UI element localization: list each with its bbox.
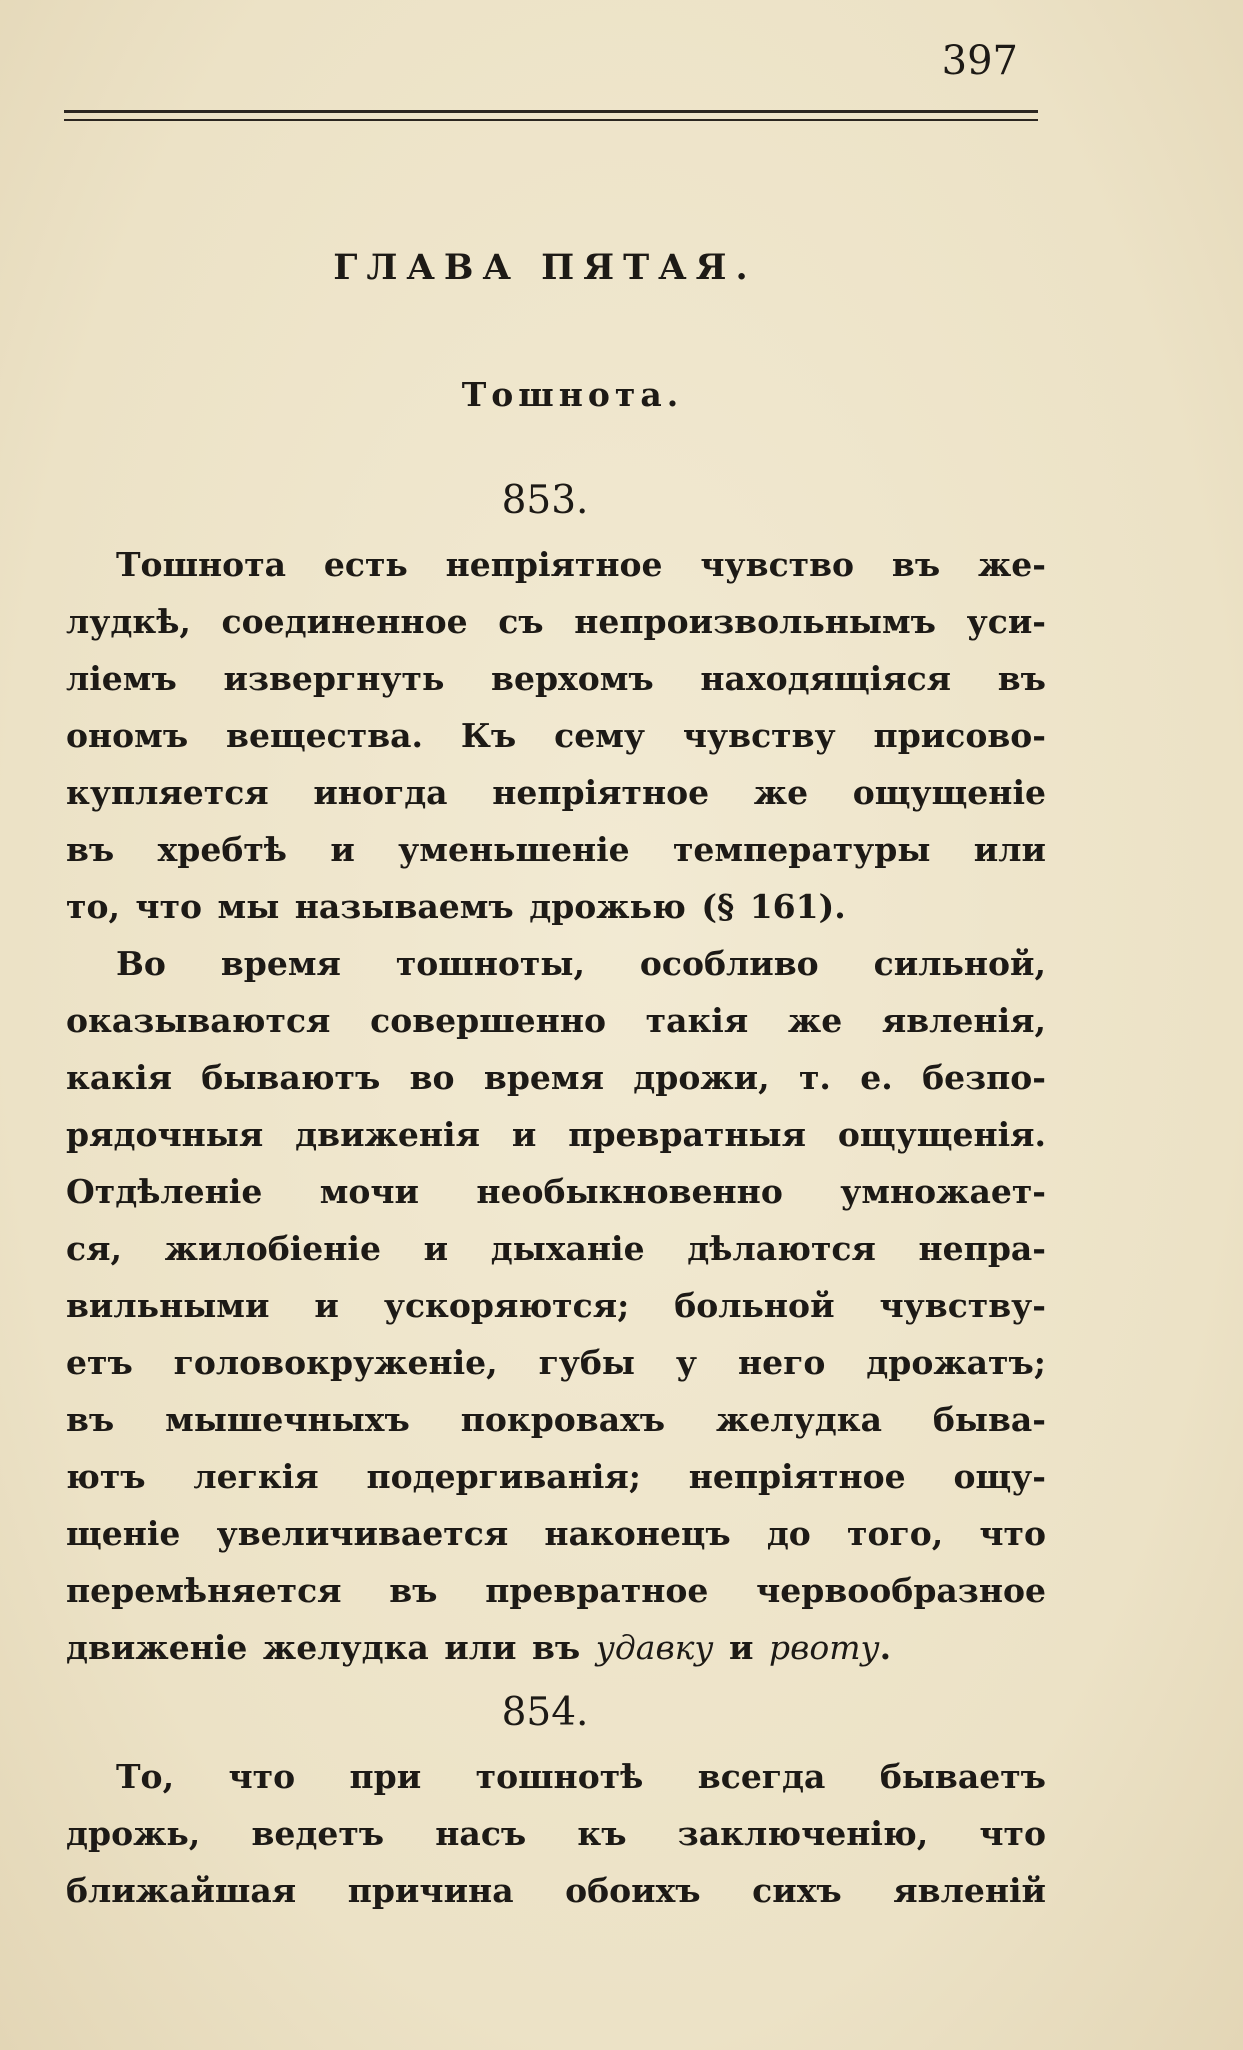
text-line: ономъ вещества. Къ сему чувству присово- [66,716,1046,755]
text-line: ютъ легкія подергиванія; непріятное ощу- [66,1457,1046,1496]
header-rule [64,110,1038,124]
text-fragment: . [879,1628,892,1667]
text-line: ліемъ извергнуть верхомъ находящіяся въ [66,659,1046,698]
text-line: оказываются совершенно такія же явленія, [66,1001,1046,1040]
text-line: Во время тошноты, особливо сильной, [116,944,1046,983]
text-line: То, что при тошнотѣ всегда бываетъ [116,1757,1046,1796]
text-line: перемѣняется въ превратное червообразное [66,1571,1046,1610]
text-line: въ хребтѣ и уменьшеніе температуры или [66,830,1046,869]
header-rule-line [64,110,1038,113]
text-line: дрожь, ведетъ насъ къ заключенію, что [66,1814,1046,1853]
text-line: ближайшая причина обоихъ сихъ явленій [66,1871,1046,1910]
page-number: 397 [941,38,1018,84]
text-line: рядочныя движенія и превратныя ощущенія. [66,1115,1046,1154]
text-line: въ мышечныхъ покровахъ желудка быва- [66,1400,1046,1439]
text-line: лудкѣ, соединенное съ непроизвольнымъ уси- [66,602,1046,641]
text-line: Отдѣленіе мочи необыкновенно умножает- [66,1172,1046,1211]
text-line: етъ головокруженіе, губы у него дрожатъ; [66,1343,1046,1382]
text-line: щеніе увеличивается наконецъ до того, что [66,1514,1046,1553]
italic-term: удавку [595,1628,714,1667]
text-line: вильными и ускоряются; больной чувству- [66,1286,1046,1325]
paragraph-number: 854. [501,1690,589,1735]
header-rule-line [64,119,1038,121]
text-fragment: движеніе желудка или въ [66,1628,596,1667]
chapter-title: ГЛАВА ПЯТАЯ. [333,247,757,288]
section-title: Тошнота. [461,375,684,414]
text-line: купляется иногда непріятное же ощущеніе [66,773,1046,812]
paragraph-number: 853. [501,478,589,523]
text-line: Тошнота есть непріятное чувство въ же- [116,545,1046,584]
text-line: ся, жилобіеніе и дыханіе дѣлаются непра- [66,1229,1046,1268]
text-line [66,1619,1046,1676]
text-line: какія бываютъ во время дрожи, т. е. безпо- [66,1058,1046,1097]
text-fragment: и [713,1628,770,1667]
italic-term: рвоту [769,1628,880,1667]
text-line: то, что мы называемъ дрожью (§ 161). [66,887,846,926]
